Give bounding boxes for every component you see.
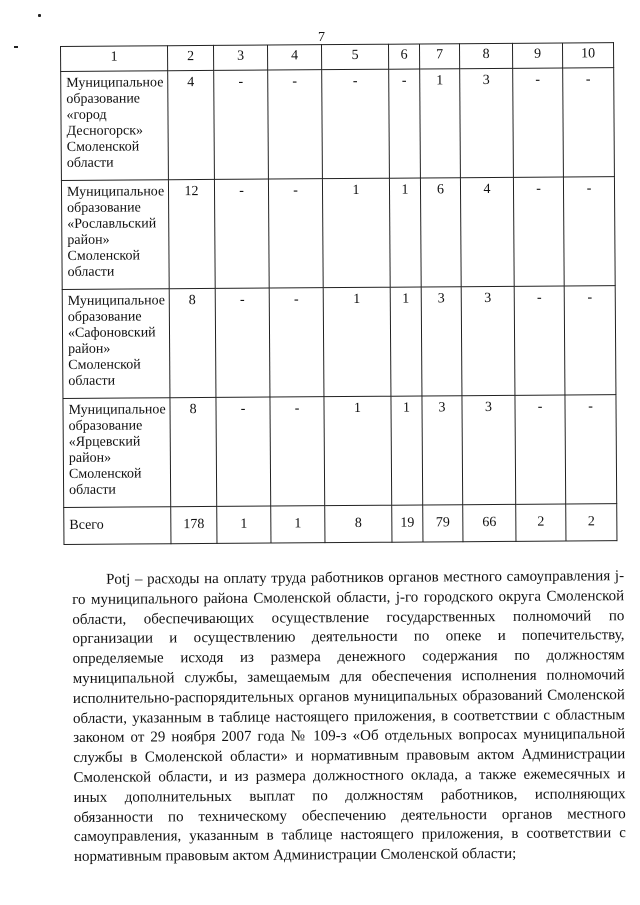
table-cell: - <box>268 179 323 288</box>
table-cell: - <box>268 70 323 179</box>
table-cell: 3 <box>461 286 515 395</box>
table-cell: - <box>389 69 421 178</box>
page-number: 7 <box>318 30 325 45</box>
allocation-table <box>60 42 617 545</box>
table-cell: 3 <box>422 396 463 505</box>
municipality-name: Муниципальное образование «Сафоновский район» Смоленской области <box>62 289 170 399</box>
table-cell: 1 <box>389 178 421 287</box>
table-cell: 3 <box>460 68 514 177</box>
table-cell: - <box>214 179 269 288</box>
table-row <box>62 286 616 399</box>
total-cell: 8 <box>325 505 392 542</box>
column-header: 4 <box>267 45 321 70</box>
table-cell: - <box>269 288 324 397</box>
table-cell: 1 <box>390 287 422 396</box>
municipality-name: Муниципальное образование «Ярцевский район» Смоленской области <box>63 398 171 508</box>
total-cell: 79 <box>423 505 463 542</box>
column-header: 5 <box>321 44 388 69</box>
table-cell: 3 <box>421 287 462 396</box>
table-cell: 8 <box>170 397 217 506</box>
table-cell: - <box>565 395 617 504</box>
table-cell: 1 <box>391 396 423 505</box>
municipality-name: Муниципальное образование «город Десногорск» Смоленской области <box>61 71 169 181</box>
column-header: 9 <box>512 43 562 68</box>
table-cell: - <box>563 177 615 286</box>
total-cell: 1 <box>271 506 325 543</box>
table-cell: - <box>215 288 270 397</box>
total-cell: 2 <box>566 504 617 541</box>
table-row <box>61 177 615 290</box>
table-cell: - <box>513 68 564 177</box>
table-cell: 1 <box>324 396 392 505</box>
table-cell: - <box>564 286 616 395</box>
table-cell: - <box>214 70 269 179</box>
table-cell: 6 <box>420 178 461 287</box>
table-cell: 1 <box>323 287 391 396</box>
total-cell: 19 <box>392 505 423 542</box>
table-row <box>61 68 615 181</box>
table-cell: - <box>216 397 271 506</box>
scan-speck <box>14 46 18 48</box>
table-cell: - <box>515 395 566 504</box>
total-cell: 1 <box>217 506 271 543</box>
table-cell: - <box>322 69 390 178</box>
table-cell: 1 <box>420 69 461 178</box>
total-cell: 2 <box>516 504 566 541</box>
column-header: 3 <box>213 45 267 70</box>
table-header-row <box>61 43 614 72</box>
total-cell: 66 <box>463 504 516 541</box>
column-header: 2 <box>168 45 214 70</box>
column-header: 6 <box>388 44 419 69</box>
column-header: 10 <box>562 43 613 68</box>
table-cell: - <box>563 68 615 177</box>
table-cell: 4 <box>168 70 215 179</box>
column-header: 7 <box>419 44 459 69</box>
table-cell: - <box>513 177 564 286</box>
body-paragraph: Potj – расходы на оплату труда работников органов местного самоуправления j-го муниципального района Смоленской области, j-го городского округа Смоленской области, обеспечивающих осуществление государственных полномочий по организации и осуществлению деятельности по опеке и попечительству, определяемые исходя из размера денежного содержания по должностям муниципальной службы, замещаемым для обеспечения исполнения полномочий исполнительно-распорядительных органов муниципальных образований Смоленской области, указанным в таблице настоящего приложения, в соответствии с областным законом от 29 ноября 2007 года № 109-з «Об отдельных вопросах муниципальной службы в Смоленской области» и нормативным правовым актом Администрации Смоленской области, и из размера должностного оклада, а также ежемесячных и иных дополнительных выплат по должностям работников, исполняющих обязанности по техническому обеспечению деятельности органов местного самоуправления, указанным в таблице настоящего приложения, в соответствии с нормативным правовым актом Администрации Смоленской области; <box>72 568 626 866</box>
table-cell: 4 <box>460 177 514 286</box>
table-cell: 1 <box>322 178 390 287</box>
table-cell: - <box>514 286 565 395</box>
column-header: 1 <box>61 46 168 72</box>
total-cell: 178 <box>171 506 217 543</box>
scan-speck <box>38 14 41 17</box>
column-header: 8 <box>459 43 512 68</box>
total-label: Всего <box>64 507 171 545</box>
total-row <box>64 504 617 545</box>
table-cell: - <box>270 397 325 506</box>
table-cell: 8 <box>169 288 216 397</box>
table-row <box>63 395 617 508</box>
table-cell: 3 <box>462 395 516 504</box>
table-cell: 12 <box>168 179 215 288</box>
municipality-name: Муниципальное образование «Рославльский район» Смоленской области <box>61 180 169 290</box>
